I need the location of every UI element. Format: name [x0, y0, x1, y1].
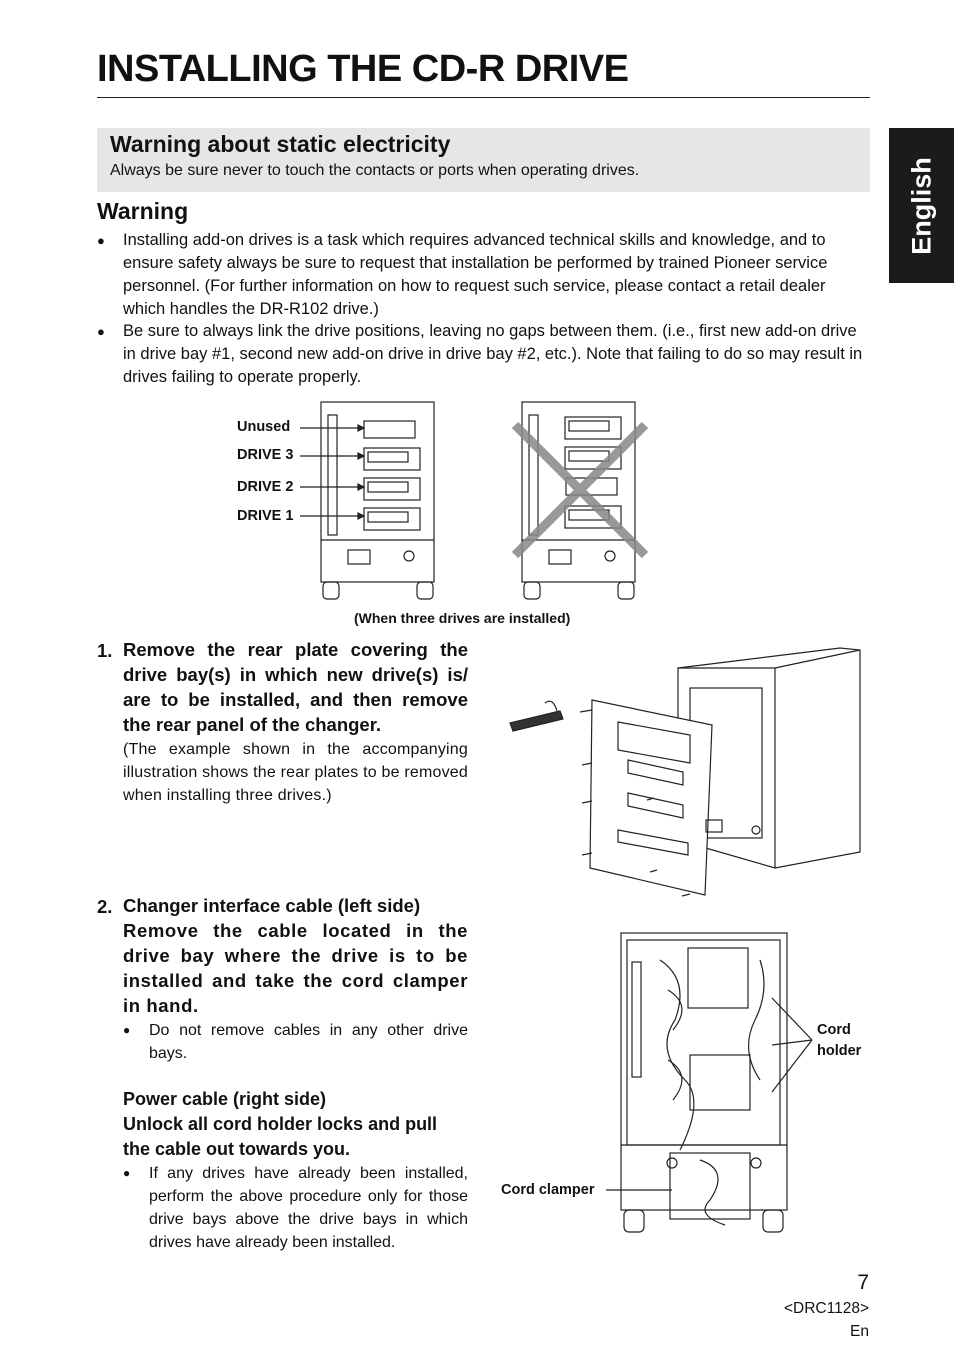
warning-bullet-text: Be sure to always link the drive positions, leaving no gaps between them. (i.e., first new add-on drive in drive bay #1, second new add-on drive in drive bay #2, etc.). Note that failing to do so may result in drives failing to operate properly. — [123, 322, 863, 386]
bullet-icon: ● — [97, 324, 105, 339]
step-2-number: 2. — [97, 896, 113, 917]
document-code — [784, 1297, 869, 1343]
step-2-text: Remove the cable located in the drive bay where the drive is to be installed and take the cord clamper in hand. — [123, 920, 468, 1016]
step-2-bullet-text: Do not remove cables in any other drive bays. — [149, 1022, 468, 1062]
power-cable-bullet-text: If any drives have already been installed, perform the above procedure only for those drive bays above the drive bays in which drives have already been installed. — [149, 1165, 468, 1251]
step-1-number: 1. — [97, 640, 113, 661]
bullet-icon: ● — [97, 233, 105, 248]
page-number: 7 — [857, 1271, 869, 1294]
language-tab-label: English — [906, 156, 936, 255]
step-2-heading: Changer interface cable (left side) — [123, 895, 421, 916]
label-cord-holder-line1: Cord — [817, 1022, 851, 1038]
label-unused: Unused — [237, 419, 291, 435]
label-drive-1: DRIVE 1 — [237, 508, 294, 524]
power-cable-text: Unlock all cord holder locks and pull the cable out towards you. — [123, 1114, 438, 1159]
step-1-note: (The example shown in the accompanying illustration shows the rear plates to be removed when installing three drives.) — [123, 741, 468, 804]
label-cord-clamper: Cord clamper — [501, 1182, 595, 1198]
step-1-text: Remove the rear plate covering the drive bay(s) in which new drive(s) is/ are to be installed, and then remove the rear panel of the changer. — [123, 639, 468, 735]
label-drive-2: DRIVE 2 — [237, 479, 294, 495]
label-drive-3: DRIVE 3 — [237, 447, 294, 463]
static-warning-heading: Warning about static electricity — [110, 131, 451, 157]
warning-heading: Warning — [97, 198, 189, 224]
figure1-caption: (When three drives are installed) — [354, 610, 571, 626]
bullet-icon: ● — [123, 1166, 131, 1180]
warning-bullet-text: Installing add-on drives is a task which requires advanced technical skills and knowledge, and to ensure safety always be sure to request that installation be performed by trained Pioneer service personnel. (For further information on how to request such service, please contact a retail dealer which handles the DR-R102 drive.) — [123, 231, 828, 318]
page-title: INSTALLING THE CD-R DRIVE — [97, 48, 629, 90]
document-code-text: <DRC1128> — [783, 1300, 869, 1317]
power-cable-heading: Power cable (right side) — [123, 1089, 327, 1109]
bullet-icon: ● — [123, 1023, 131, 1037]
label-cord-holder-line2: holder — [817, 1043, 862, 1059]
static-warning-text: Always be sure never to touch the contacts or ports when operating drives. — [110, 162, 640, 179]
language-code-text: En — [850, 1323, 869, 1340]
